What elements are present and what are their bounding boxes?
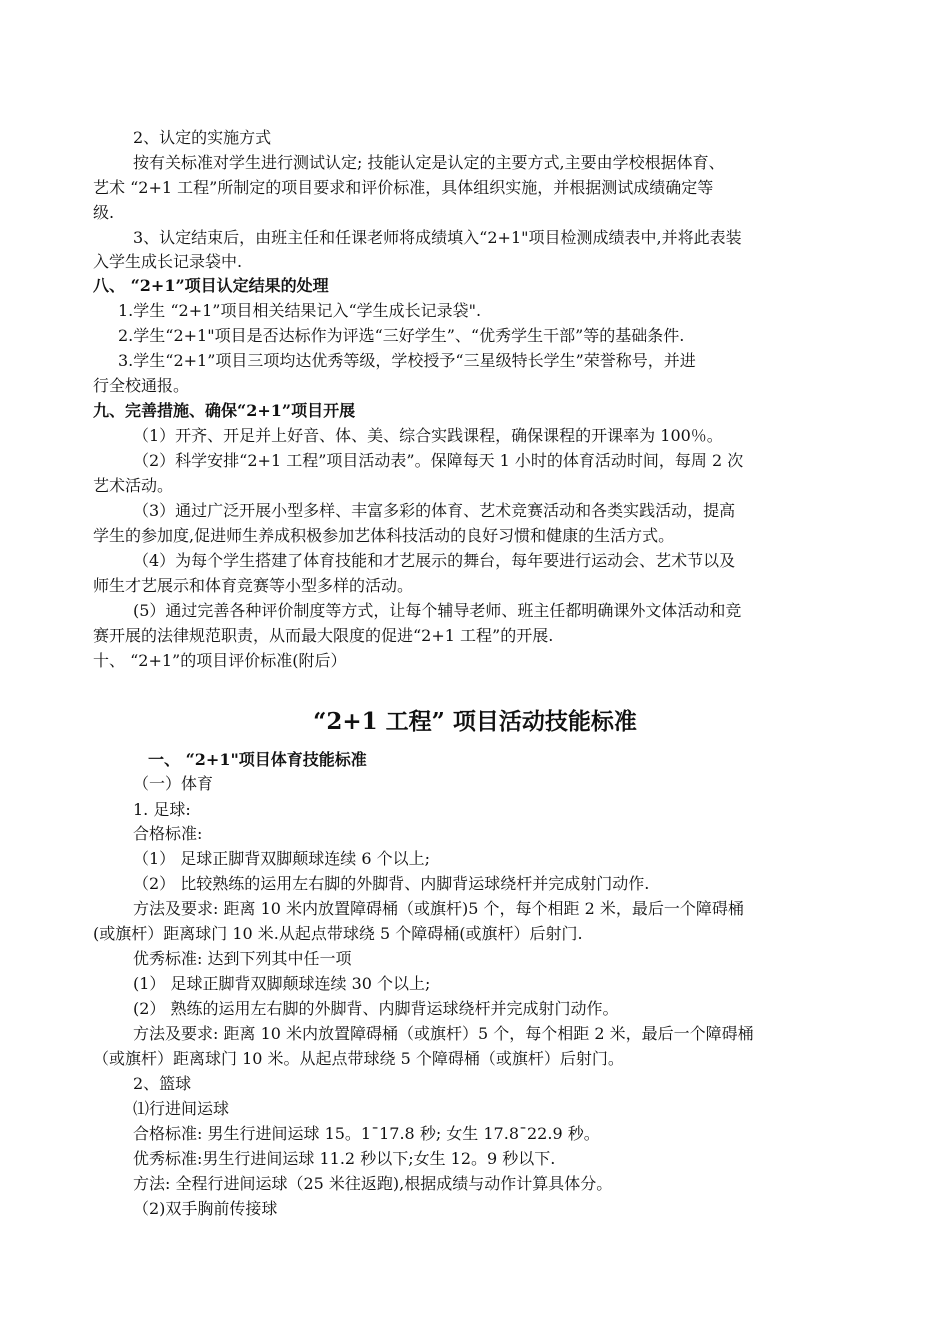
text-line: 2、篮球 bbox=[133, 1074, 192, 1093]
text-line: (1） 足球正脚背双脚颠球连续 30 个以上; bbox=[133, 974, 431, 993]
text-line: （一）体育 bbox=[133, 774, 214, 793]
text-line: (5）通过完善各种评价制度等方式，让每个辅导老师、班主任都明确课外文体活动和竞 bbox=[133, 601, 742, 620]
text-line: （1） 足球正脚背双脚颠球连续 6 个以上; bbox=[133, 849, 431, 868]
text-line: 学生的参加度,促进师生养成积极参加艺体科技活动的良好习惯和健康的生活方式。 bbox=[93, 526, 675, 545]
text-line: 艺术 “2+1 工程”所制定的项目要求和评价标准，具体组织实施，并根据测试成绩确定等 bbox=[93, 178, 714, 197]
text-line: 2、认定的实施方式 bbox=[133, 128, 272, 147]
text-line: 优秀标准:男生行进间运球 11.2 秒以下;女生 12。9 秒以下. bbox=[133, 1149, 556, 1168]
section-heading: 九、完善措施、确保“2+1”项目开展 bbox=[93, 401, 356, 420]
text-line: 级. bbox=[93, 203, 115, 222]
text-line: 入学生成长记录袋中. bbox=[93, 252, 243, 271]
section-heading: 八、 “2+1”项目认定结果的处理 bbox=[93, 276, 329, 295]
text-line: 合格标准: 男生行进间运球 15。1¯17.8 秒; 女生 17.8¯22.9 秒。 bbox=[133, 1124, 600, 1143]
text-line: 3、认定结束后，由班主任和任课老师将成绩填入“2+1"项目检测成绩表中,并将此表装 bbox=[133, 228, 742, 247]
text-line: 2.学生“2+1"项目是否达标作为评选“三好学生”、“优秀学生干部”等的基础条件. bbox=[118, 326, 685, 345]
text-line: 赛开展的法律规范职责，从而最大限度的促进“2+1 工程”的开展. bbox=[93, 626, 554, 645]
document-title: “2+1 工程” 项目活动技能标准 bbox=[313, 708, 637, 735]
text-line: 方法: 全程行进间运球（25 米往返跑),根据成绩与动作计算具体分。 bbox=[133, 1174, 613, 1193]
text-line: 师生才艺展示和体育竞赛等小型多样的活动。 bbox=[93, 576, 414, 595]
text-line: 方法及要求: 距离 10 米内放置障碍桶（或旗杆）5 个，每个相距 2 米，最后一个障碍桶 bbox=[133, 1024, 754, 1043]
text-line: （3）通过广泛开展小型多样、丰富多彩的体育、艺术竞赛活动和各类实践活动，提高 bbox=[133, 501, 736, 520]
text-line: 优秀标准: 达到下列其中任一项 bbox=[133, 949, 352, 968]
text-line: 行全校通报。 bbox=[93, 376, 190, 395]
text-line: 合格标准: bbox=[133, 824, 203, 843]
text-line: （或旗杆）距离球门 10 米。从起点带球绕 5 个障碍桶（或旗杆）后射门。 bbox=[93, 1049, 624, 1068]
text-line: 方法及要求: 距离 10 米内放置障碍桶（或旗杆)5 个，每个相距 2 米，最后一个障碍桶 bbox=[133, 899, 744, 918]
section-heading: 一、 “2+1"项目体育技能标准 bbox=[148, 750, 367, 769]
text-line: 3.学生“2+1”项目三项均达优秀等级，学校授予“三星级特长学生”荣誉称号，并进 bbox=[118, 351, 696, 370]
text-line: （2） 比较熟练的运用左右脚的外脚背、内脚背运球绕杆并完成射门动作. bbox=[133, 874, 650, 893]
text-line: （2)双手胸前传接球 bbox=[133, 1199, 278, 1218]
text-line: 1.学生 “2+1”项目相关结果记入“学生成长记录袋". bbox=[118, 301, 482, 320]
text-line: (或旗杆）距离球门 10 米.从起点带球绕 5 个障碍桶(或旗杆）后射门. bbox=[93, 924, 583, 943]
text-line: （4）为每个学生搭建了体育技能和才艺展示的舞台，每年要进行运动会、艺术节以及 bbox=[133, 551, 736, 570]
text-line: 十、 “2+1”的项目评价标准(附后） bbox=[93, 651, 347, 670]
text-line: （1）开齐、开足并上好音、体、美、综合实践课程，确保课程的开课率为 100％。 bbox=[133, 426, 723, 445]
text-line: 1. 足球: bbox=[133, 800, 191, 819]
text-line: (2） 熟练的运用左右脚的外脚背、内脚背运球绕杆并完成射门动作。 bbox=[133, 999, 619, 1018]
text-line: 艺术活动。 bbox=[93, 476, 174, 495]
text-line: ⑴行进间运球 bbox=[133, 1099, 230, 1118]
text-line: （2）科学安排“2+1 工程”项目活动表”。保障每天 1 小时的体育活动时间，每周 2 次 bbox=[133, 451, 744, 470]
text-line: 按有关标准对学生进行测试认定; 技能认定是认定的主要方式,主要由学校根据体育、 bbox=[133, 153, 725, 172]
